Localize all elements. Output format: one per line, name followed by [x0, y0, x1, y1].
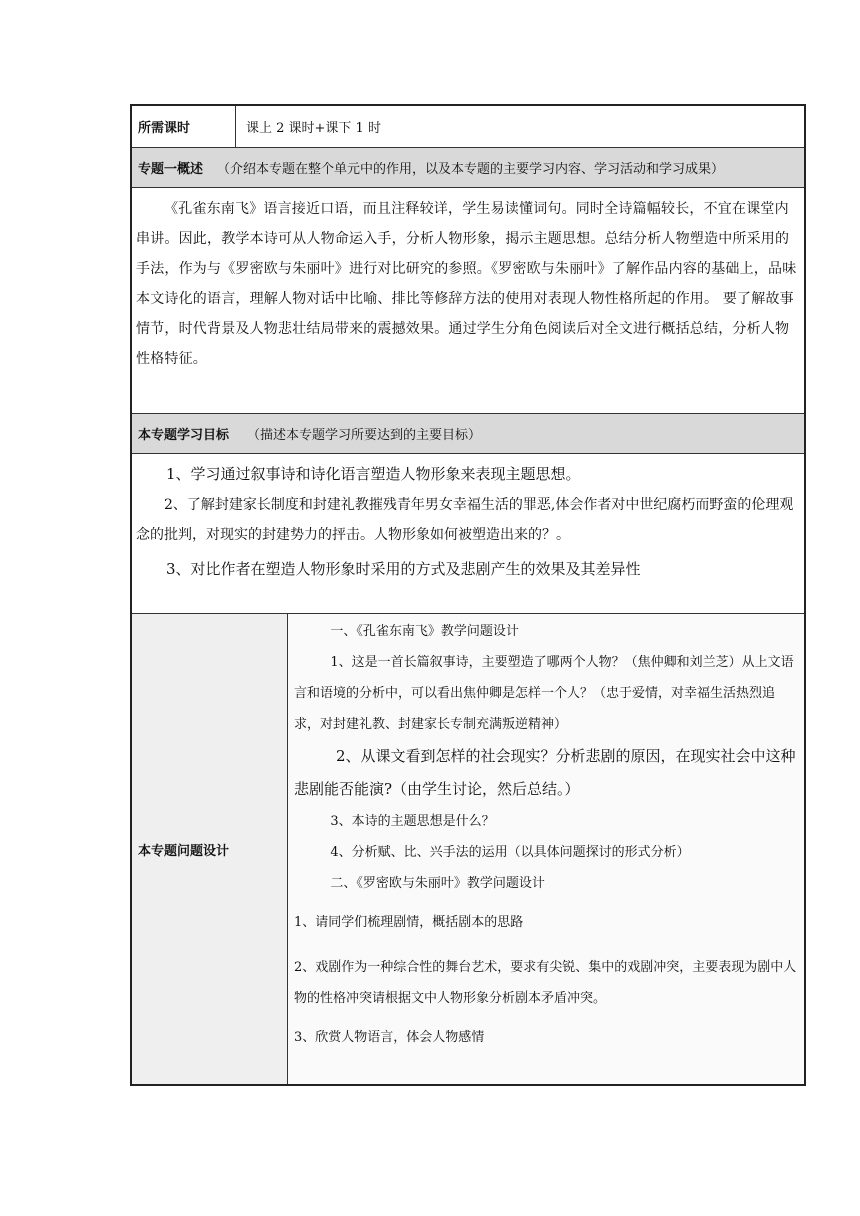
overview-body [132, 188, 804, 414]
lesson-plan-table [130, 104, 806, 1086]
design-line: 3、欣赏人物语言，体会人物感情 [294, 1030, 485, 1045]
hours-label: 所需课时 [132, 106, 236, 147]
goal-item: 3、对比作者在塑造人物形象时采用的方式及悲剧产生的效果及其差异性 [166, 560, 641, 578]
design-line: 1、请同学们梳理剧情，概括剧本的思路 [294, 915, 524, 930]
overview-header [132, 148, 804, 188]
goal-item: 2、了解封建家长制度和封建礼教摧残青年男女幸福生活的罪恶,体会作者对中世纪腐朽而野蛮的伦理观念的批判，对现实的封建势力的抨击。人物形象如何被塑造出来的？。 [136, 497, 794, 543]
overview-paragraph: 《孔雀东南飞》语言接近口语，而且注释较详，学生易读懂词句。同时全诗篇幅较长，不宜在课堂内串讲。因此，教学本诗可从人物命运入手，分析人物形象，揭示主题思想。总结分析人物塑造中所采用的手法，作为与《罗密欧与朱丽叶》进行对比研究的参照。《罗密欧与朱丽叶》了解作品内容的基础上，品味本文诗化的语言，理解人物对话中比喻、排比等修辞方法的使用对表现人物性格所起的作用。 要了解故事情节，时代背景及人物悲壮结局带来的震撼效果。通过学生分角色阅读后对全文进行概括总结，分析人物性格特征。 [136, 201, 797, 367]
goals-body [132, 454, 804, 614]
goals-header [132, 414, 804, 454]
design-row [132, 614, 804, 1084]
goals-note: （描述本专题学习所要达到的主要目标） [247, 428, 482, 443]
design-line: 二、《罗密欧与朱丽叶》教学问题设计 [330, 876, 545, 891]
overview-note: （介绍本专题在整个单元中的作用，以及本专题的主要学习内容、学习活动和学习成果） [217, 162, 725, 177]
design-line: 一、《孔雀东南飞》教学问题设计 [330, 624, 519, 639]
design-line: 2、从课文看到怎样的社会现实？分析悲剧的原因，在现实社会中这种悲剧能否能演?（由学生讨论，然后总结。） [294, 747, 796, 798]
design-line: 2、戏剧作为一种综合性的舞台艺术，要求有尖锐、集中的戏剧冲突，主要表现为剧中人物的性格冲突请根据文中人物形象分析剧本矛盾冲突。 [294, 960, 797, 1006]
design-line: 4、分析赋、比、兴手法的运用（以具体问题探讨的形式分析） [330, 845, 690, 860]
hours-value: 课上 2 课时+课下 1 时 [246, 121, 381, 136]
design-line: 1、这是一首长篇叙事诗，主要塑造了哪两个人物？（焦仲卿和刘兰芝）从上文语言和语境的分析中，可以看出焦仲卿是怎样一个人？（忠于爱情，对幸福生活热烈追求，对封建礼教、封建家长专制充满叛逆精神） [294, 655, 794, 732]
design-label: 本专题问题设计 [132, 614, 288, 1084]
overview-label: 专题一概述 [138, 162, 204, 177]
goals-label: 本专题学习目标 [138, 428, 230, 443]
design-line: 3、本诗的主题思想是什么？ [330, 814, 495, 829]
design-content [288, 614, 804, 1084]
goal-item: 1、学习通过叙事诗和诗化语言塑造人物形象来表现主题思想。 [166, 465, 581, 483]
hours-row [132, 106, 804, 148]
